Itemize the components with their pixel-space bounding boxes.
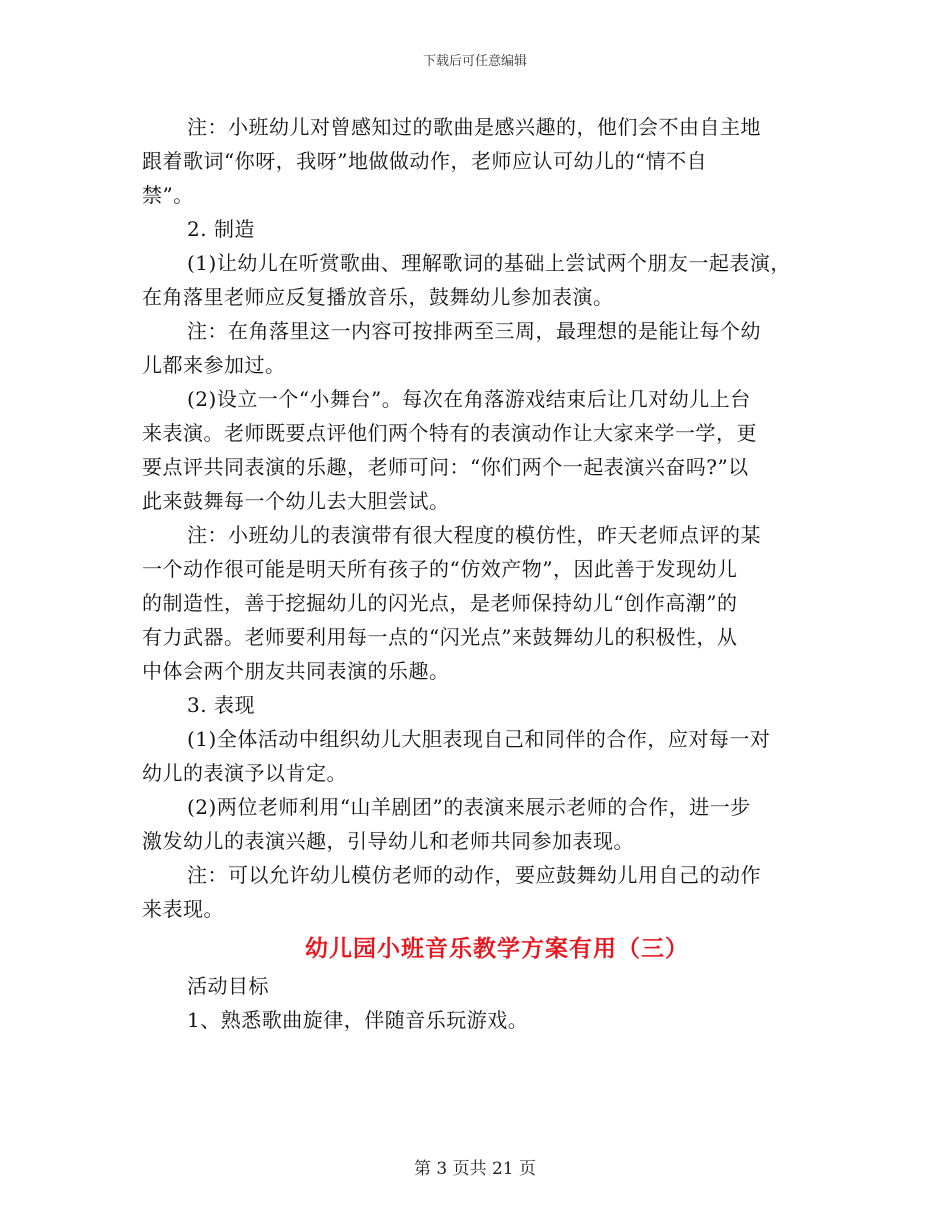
note-paragraph-1 (142, 110, 832, 212)
text-line: 激发幼儿的表演兴趣，引导幼儿和老师共同参加表现。 (142, 829, 634, 853)
paragraph-perform-1 (142, 722, 832, 790)
section-heading-create (142, 212, 832, 246)
paragraph-create-1 (142, 246, 832, 314)
text-line: 禁”。 (142, 183, 194, 207)
text-line: 一个动作很可能是明天所有孩子的“仿效产物”，因此善于发现幼儿 (142, 557, 738, 581)
section-heading-perform (142, 688, 832, 722)
text-line: 中体会两个朋友共同表演的乐趣。 (142, 659, 450, 683)
text-line: 幼儿的表演予以肯定。 (142, 761, 347, 785)
note-paragraph-2 (142, 314, 832, 382)
text-line: 活动目标 (187, 974, 269, 998)
text-line: 儿都来参加过。 (142, 353, 286, 377)
text-line: 注：小班幼儿对曾感知过的歌曲是感兴趣的，他们会不由自主地 (187, 115, 761, 139)
activity-goals-label (142, 969, 832, 1003)
text-line: 1、熟悉歌曲旋律，伴随音乐玩游戏。 (187, 1008, 529, 1032)
page-header: 下载后可任意编辑 (422, 54, 527, 69)
text-line: 要点评共同表演的乐趣，老师可问：“你们两个一起表演兴奋吗?”以 (142, 455, 749, 479)
note-paragraph-3 (142, 518, 832, 688)
text-line: (1)让幼儿在听赏歌曲、理解歌词的基础上尝试两个朋友一起表演， (187, 251, 791, 275)
document-body (142, 110, 832, 1037)
text-line: 有力武器。老师要利用每一点的“闪光点”来鼓舞幼儿的积极性，从 (142, 625, 738, 649)
text-line: 注：小班幼儿的表演带有很大程度的模仿性，昨天老师点评的某 (187, 523, 761, 547)
text-line: 的制造性，善于挖掘幼儿的闪光点，是老师保持幼儿“创作高潮”的 (142, 591, 738, 615)
note-paragraph-4 (142, 858, 832, 926)
page-footer: 第 3 页共 21 页 (413, 1159, 537, 1179)
text-line: (1)全体活动中组织幼儿大胆表现自己和同伴的合作，应对每一对 (187, 727, 771, 751)
paragraph-perform-2 (142, 790, 832, 858)
text-line: 来表现。 (142, 897, 224, 921)
text-line: 跟着歌词“你呀，我呀”地做做动作，老师应认可幼儿的“情不自 (142, 149, 708, 173)
text-line: (2)设立一个“小舞台”。每次在角落游戏结束后让几对幼儿上台 (187, 387, 751, 411)
paragraph-create-2 (142, 382, 832, 518)
section-title: 幼儿园小班音乐教学方案有用（三） (305, 935, 689, 962)
text-line: 来表演。老师既要点评他们两个特有的表演动作让大家来学一学，更 (142, 421, 757, 445)
text-line: 注：可以允许幼儿模仿老师的动作，要应鼓舞幼儿用自己的动作 (187, 863, 761, 887)
text-line: 此来鼓舞每一个幼儿去大胆尝试。 (142, 489, 450, 513)
text-line: 3. 表现 (187, 693, 255, 717)
text-line: 在角落里老师应反复播放音乐，鼓舞幼儿参加表演。 (142, 285, 614, 309)
text-line: (2)两位老师利用“山羊剧团”的表演来展示老师的合作，进一步 (187, 795, 751, 819)
activity-goal-item (142, 1003, 832, 1037)
text-line: 注：在角落里这一内容可按排两至三周，最理想的是能让每个幼 (187, 319, 761, 343)
text-line: 2. 制造 (187, 217, 255, 241)
